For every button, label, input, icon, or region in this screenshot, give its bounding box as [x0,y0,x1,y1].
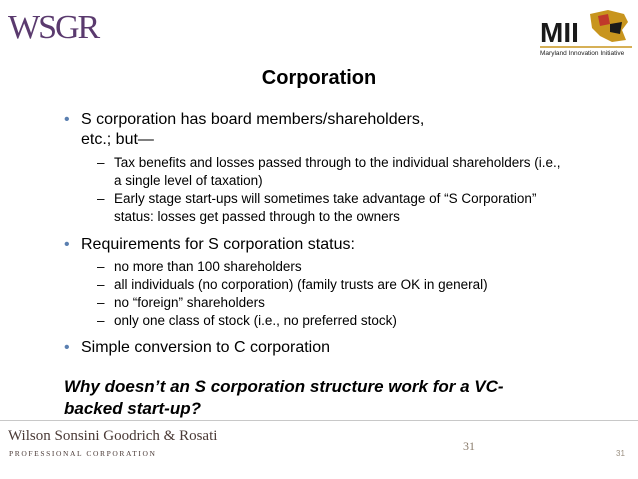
dash-icon: – [97,155,105,170]
bullet-dot-icon: • [64,236,70,253]
mii-logo-text: MII [540,17,579,48]
slide-title: Corporation [261,67,377,89]
mii-logo [538,4,634,60]
dash-icon: – [97,295,105,310]
footer-divider [0,420,638,421]
dash-icon: – [97,259,105,274]
wsgr-logo [8,4,104,48]
bullet-dot-icon: • [64,339,70,356]
mii-tagline: Maryland Innovation Initiative [540,50,625,57]
sub-bullet-item: – Tax benefits and losses passed through to the individual shareholders (i.e., a single level of taxation) [97,155,561,188]
maryland-flag-map-icon [590,10,628,42]
page-number-corner: 31 [616,449,625,458]
firm-subtitle: PROFESSIONAL CORPORATION [9,449,157,458]
sub-bullet-item: – no more than 100 shareholders [97,259,302,274]
discussion-question: Why doesn’t an S corporation structure work for a VC-backed start-up? [64,377,504,418]
sub-bullet-item: – only one class of stock (i.e., no preferred stock) [97,313,397,328]
dash-icon: – [97,313,105,328]
bullet-item: • Simple conversion to C corporation [64,339,331,356]
bullet-dot-icon: • [64,111,70,128]
bullet-item: • Requirements for S corporation status: [64,236,355,253]
firm-name: Wilson Sonsini Goodrich & Rosati [8,428,218,444]
dash-icon: – [97,191,105,206]
sub-bullet-item: – no “foreign” shareholders [97,295,265,310]
dash-icon: – [97,277,105,292]
wsgr-logo-text: WSGR [8,9,99,46]
sub-bullet-item: – all individuals (no corporation) (family trusts are OK in general) [97,277,488,292]
bullet-item: • S corporation has board members/shareholders, etc.; but— [64,111,425,148]
sub-bullet-item: – Early stage start-ups will sometimes take advantage of “S Corporation” status: losses get passed through to the owners [97,191,537,224]
page-number: 31 [463,439,475,453]
